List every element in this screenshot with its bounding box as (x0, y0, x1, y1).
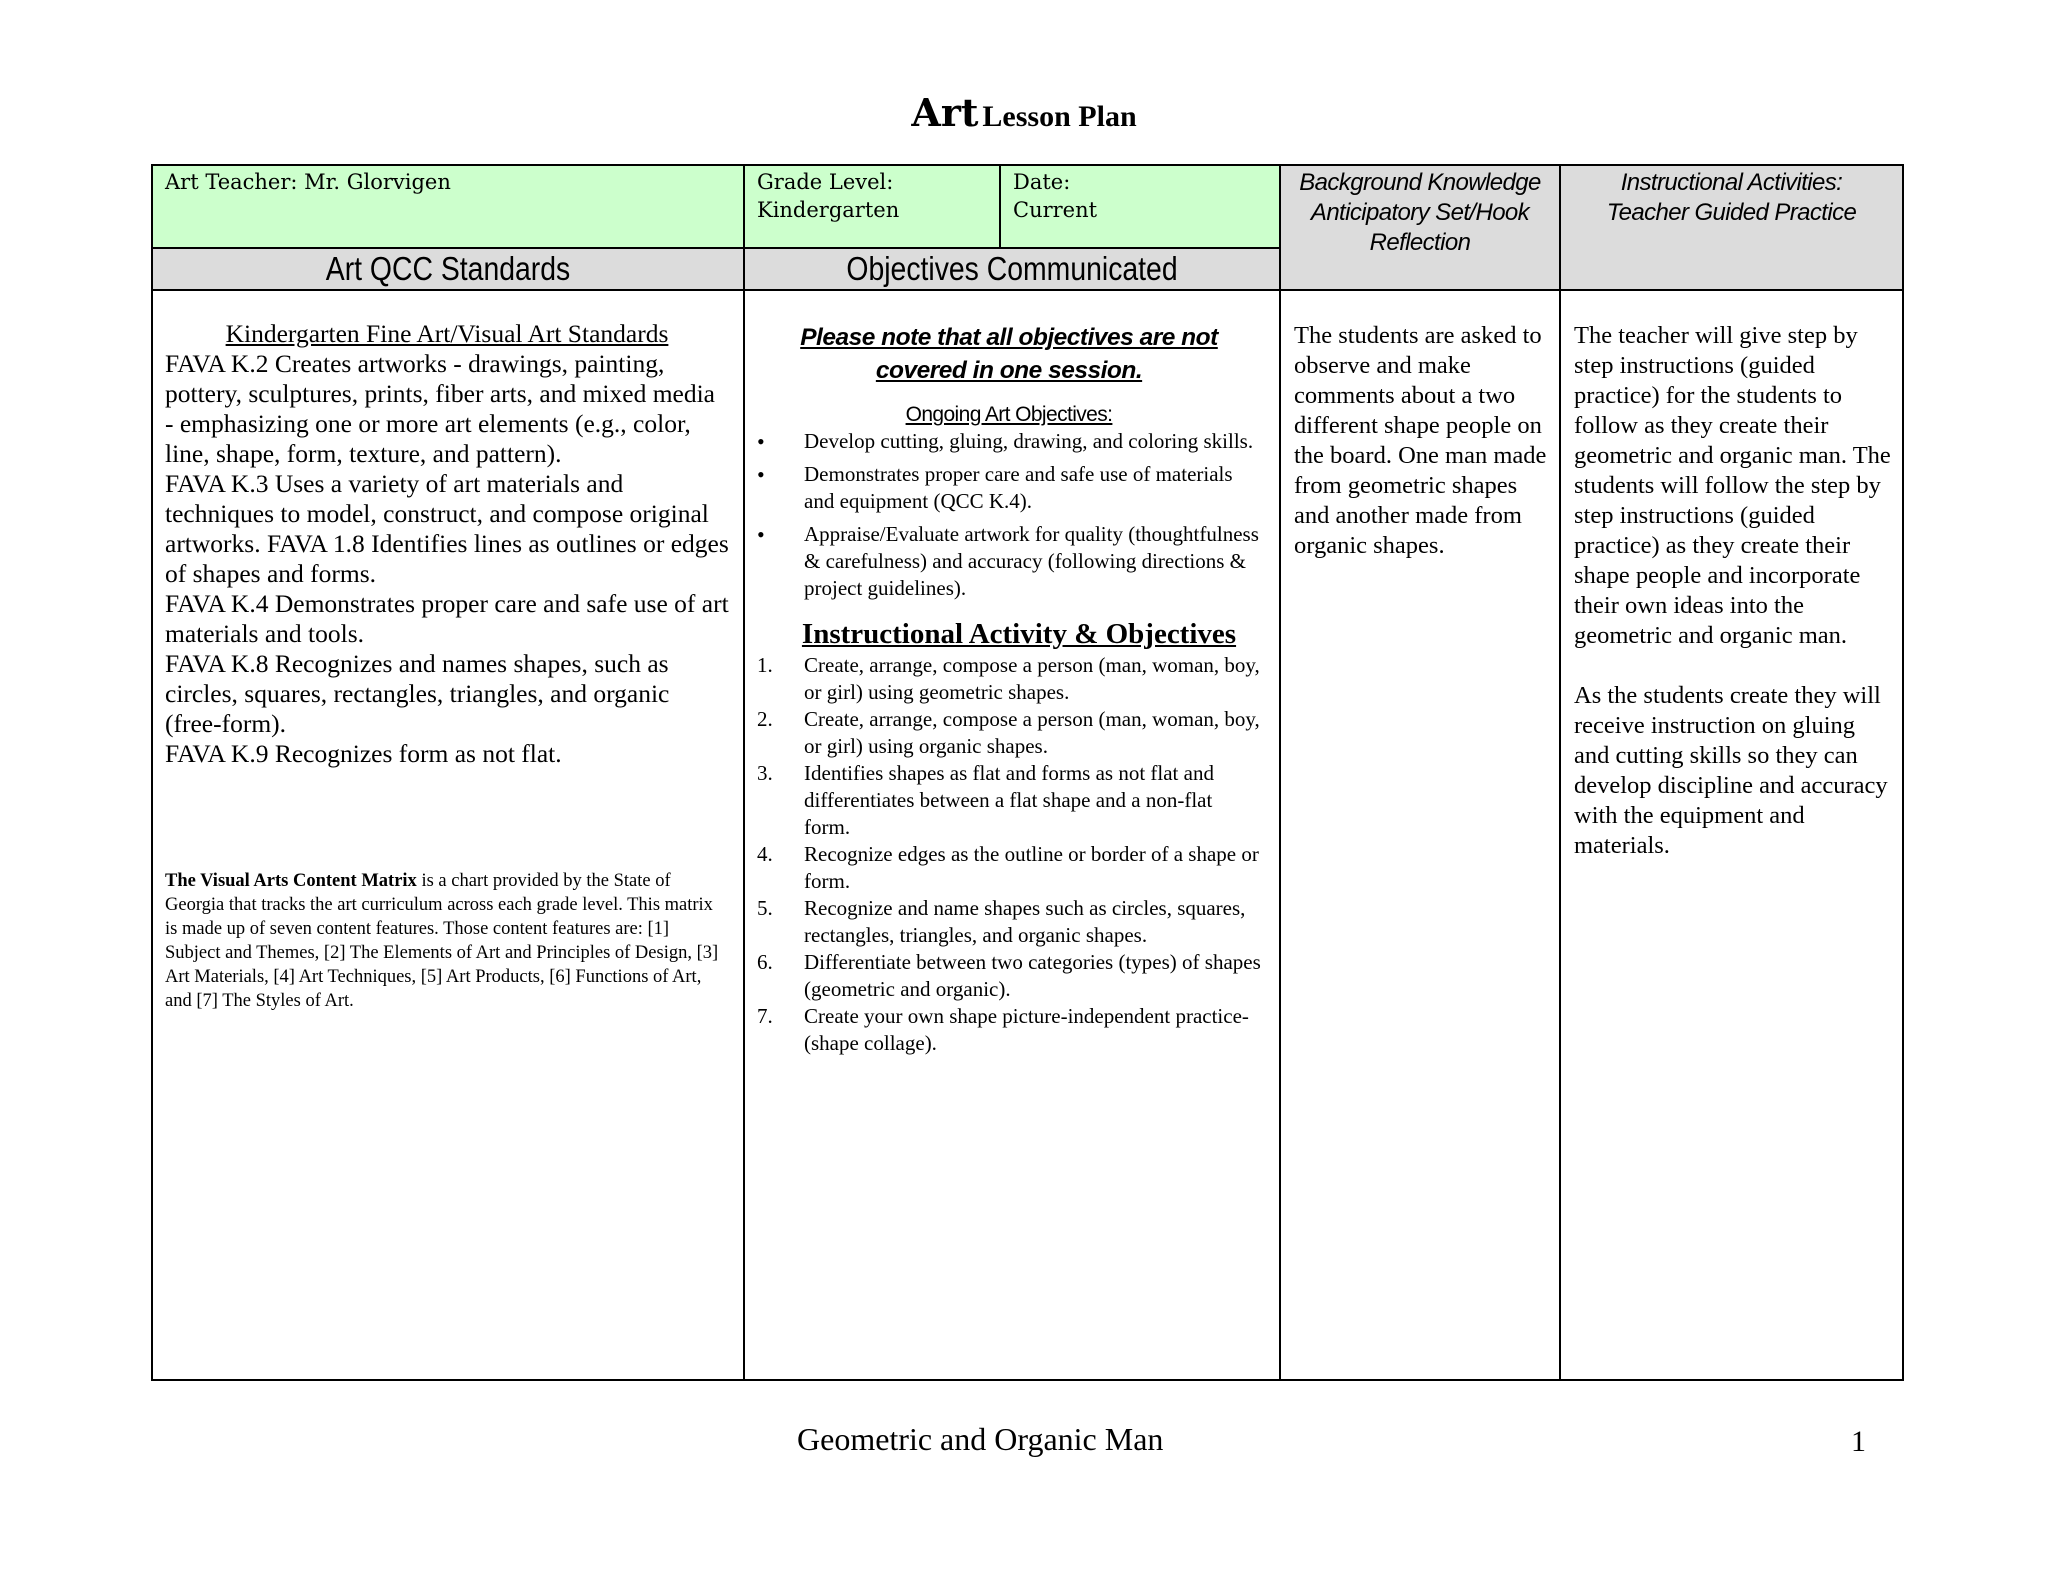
objectives-note: Please note that all objectives are not covered in one session. (800, 324, 1218, 384)
list-number: 7. (757, 1004, 773, 1028)
objectives-cell (744, 290, 1280, 1380)
content-matrix-note (165, 869, 729, 1013)
list-number: 1. (757, 653, 773, 677)
grade-value: Kindergarten (757, 198, 900, 222)
teacher-cell (152, 165, 744, 248)
list-number: 4. (757, 842, 773, 866)
title-lesson-plan: Lesson Plan (982, 100, 1137, 133)
list-number: 3. (757, 761, 773, 785)
date-value: Current (1013, 198, 1098, 222)
instructional-activity-heading: Instructional Activity & Objectives (801, 618, 1237, 650)
list-item: • Appraise/Evaluate artwork for quality (thoughtfulness & carefulness) and accuracy (following directions & project guidelines). (757, 522, 1259, 600)
list-number: 6. (757, 950, 773, 974)
date-label: Date: (1013, 170, 1071, 194)
ongoing-objectives-list (757, 428, 1261, 602)
instructional-header-line: Instructional Activities: (1620, 169, 1843, 196)
grade-label: Grade Level: (757, 170, 894, 194)
bullet-icon: • (757, 522, 765, 547)
list-item: 7. Create your own shape picture-independent practice-(shape collage). (757, 1004, 1249, 1055)
standard-item: FAVA K.9 Recognizes form as not flat. (165, 739, 562, 768)
list-number: 2. (757, 707, 773, 731)
lesson-plan-table (151, 164, 1904, 1381)
background-header-line: Anticipatory Set/Hook (1310, 199, 1530, 226)
list-item: 6. Differentiate between two categories (types) of shapes (geometric and organic). (757, 950, 1261, 1001)
background-header-line: Background Knowledge (1299, 169, 1541, 196)
list-item: 1. Create, arrange, compose a person (man, woman, boy, or girl) using geometric shapes. (757, 653, 1260, 704)
background-header-cell (1280, 165, 1560, 290)
page-number: 1 (1851, 1425, 1866, 1458)
list-item: • Develop cutting, gluing, drawing, and coloring skills. (757, 429, 1254, 454)
footer-title: Geometric and Organic Man (797, 1421, 1164, 1457)
list-number: 5. (757, 896, 773, 920)
ongoing-objectives-heading: Ongoing Art Objectives: (905, 403, 1113, 426)
objectives-band-label: Objectives Communicated (846, 250, 1178, 287)
instructional-paragraph: The teacher will give step by step instructions (guided practice) for the students to follow as they create their geometric and organic man. The students will follow the step by step instructions (guided practice) as they create their shape people and incorporate their own ideas into the geometric and organic man. (1574, 322, 1891, 649)
date-cell (1000, 165, 1280, 248)
grade-cell (744, 165, 1000, 248)
objectives-band (744, 248, 1280, 290)
activity-list (757, 652, 1261, 1057)
page-title (0, 90, 2048, 135)
list-item: 4. Recognize edges as the outline or border of a shape or form. (757, 842, 1259, 893)
background-cell (1280, 290, 1560, 1380)
content-matrix-title: The Visual Arts Content Matrix (165, 871, 417, 891)
standards-band (152, 248, 744, 290)
list-item: • Demonstrates proper care and safe use of materials and equipment (QCC K.4). (757, 462, 1233, 513)
standard-item: FAVA K.3 Uses a variety of art materials and techniques to model, construct, and compose original artworks. FAVA 1.8 Identifies lines as outlines or edges of shapes and forms. (165, 469, 729, 588)
teacher-name: Art Teacher: Mr. Glorvigen (165, 170, 451, 194)
title-art: Art (911, 90, 979, 135)
content-matrix-text: is a chart provided by the State of Georgia that tracks the art curriculum across each grade level. This matrix is made up of seven content features. Those content features are: [1] Subject and Themes, [2] The Elements of Art and Principles of Design, [3] Art Materials, [4] Art Techniques, [5] Art Products, [6] Functions of Art, and [7] The Styles of Art. (165, 871, 719, 1011)
background-text: The students are asked to observe and make comments about a two different shape people on the board. One man made from geometric shapes and another made from organic shapes. (1294, 322, 1547, 559)
bullet-icon: • (757, 429, 765, 454)
standards-cell (152, 290, 744, 1380)
instructional-cell (1560, 290, 1903, 1380)
instructional-paragraph: As the students create they will receive instruction on gluing and cutting skills so they can develop discipline and accuracy with the equipment and materials. (1574, 682, 1888, 859)
instructional-header-line: Teacher Guided Practice (1606, 199, 1857, 226)
standard-item: FAVA K.2 Creates artworks - drawings, painting, pottery, sculptures, prints, fiber arts, and mixed media - emphasizing one or more art elements (e.g., color, line, shape, form, texture, and pattern). (165, 349, 715, 468)
list-item: 2. Create, arrange, compose a person (man, woman, boy, or girl) using organic shapes. (757, 707, 1260, 758)
background-header-line: Reflection (1369, 229, 1471, 256)
list-item: 5. Recognize and name shapes such as circles, squares, rectangles, triangles, and organic shapes. (757, 896, 1246, 947)
list-item: 3. Identifies shapes as flat and forms as not flat and differentiates between a flat shape and a non-flat form. (757, 761, 1214, 839)
standard-item: FAVA K.8 Recognizes and names shapes, such as circles, squares, rectangles, triangles, and organic (free-form). (165, 649, 670, 738)
standards-band-label: Art QCC Standards (325, 250, 571, 287)
standard-item: FAVA K.4 Demonstrates proper care and safe use of art materials and tools. (165, 589, 729, 648)
instructional-header-cell (1560, 165, 1903, 290)
bullet-icon: • (757, 462, 765, 487)
standards-heading: Kindergarten Fine Art/Visual Art Standards (225, 319, 669, 348)
